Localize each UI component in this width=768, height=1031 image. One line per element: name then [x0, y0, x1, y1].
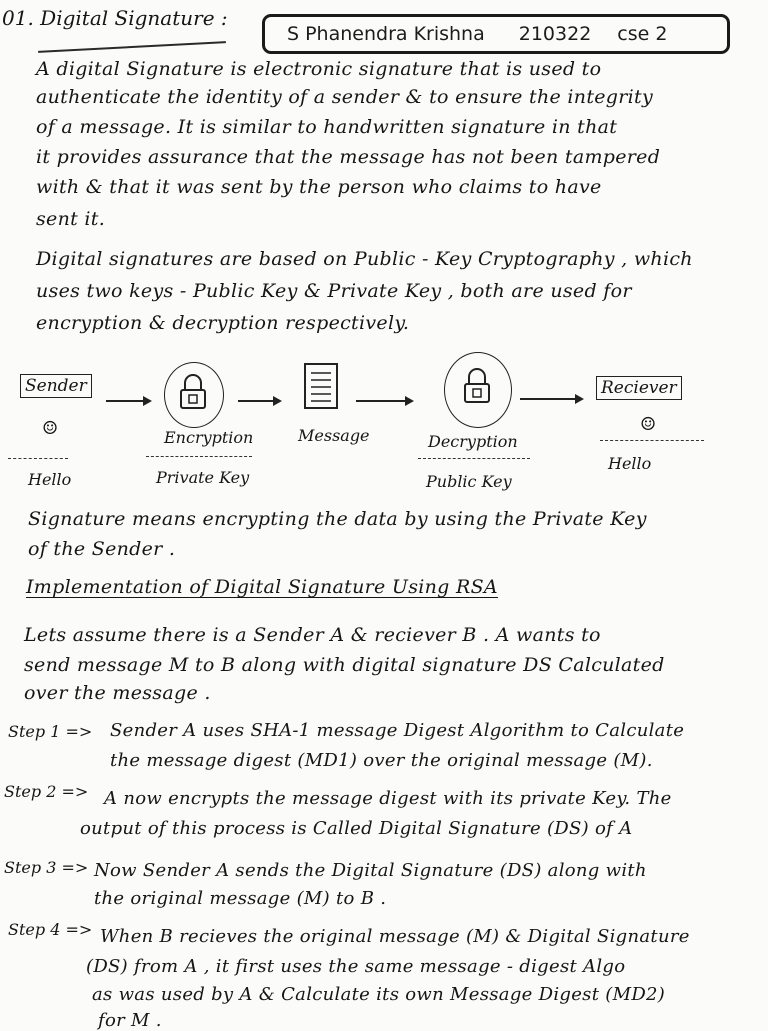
public-key-dash-line — [418, 458, 530, 459]
decryption-label: Decryption — [428, 432, 518, 451]
section-heading: Implementation of Digital Signature Using RSA — [26, 576, 498, 598]
intro-line: it provides assurance that the message has not been tampered — [36, 146, 661, 168]
intro-line: sent it. — [36, 208, 106, 230]
impl-line: send message M to B along with digital signature DS Calculated — [24, 654, 665, 676]
student-name: S Phanendra Krishna — [287, 23, 485, 45]
step-line: the message digest (MD1) over the original message (M). — [110, 750, 653, 771]
pkc-line: Digital signatures are based on Public - Key Cryptography , which — [36, 248, 693, 270]
hello-receiver-text: Hello — [608, 454, 652, 473]
sender-box: Sender — [20, 374, 92, 398]
impl-line: Lets assume there is a Sender A & reciever B . A wants to — [24, 624, 601, 646]
intro-line: of a message. It is similar to handwritten signature in that — [36, 116, 618, 138]
step-line: as was used by A & Calculate its own Message Digest (MD2) — [92, 984, 666, 1005]
intro-line: with & that it was sent by the person who claims to have — [36, 176, 602, 198]
step-line: Now Sender A sends the Digital Signature (DS) along with — [94, 860, 647, 881]
arrow-right-icon — [356, 400, 412, 402]
step-label: Step 2 => — [4, 782, 89, 801]
hello-sender-text: Hello — [28, 470, 72, 489]
pkc-line: encryption & decryption respectively. — [36, 312, 410, 334]
arrow-right-icon — [238, 400, 280, 402]
signature-line: Signature means encrypting the data by using the Private Key — [28, 508, 647, 530]
step-label: Step 3 => — [4, 858, 89, 877]
intro-line: A digital Signature is electronic signature that is used to — [36, 58, 602, 80]
student-id: 210322 — [518, 23, 592, 45]
encryption-label: Encryption — [164, 428, 254, 447]
receiver-box: Reciever — [596, 376, 682, 400]
step-line: for M . — [98, 1010, 162, 1031]
step-line: the original message (M) to B . — [94, 888, 387, 909]
message-label: Message — [298, 426, 370, 445]
private-key-label: Private Key — [156, 468, 250, 487]
step-line: When B recieves the original message (M) & Digital Signature — [100, 926, 690, 947]
sender-person-icon: ☺ — [42, 418, 59, 439]
step-label: Step 4 => — [8, 920, 93, 939]
lock-icon — [460, 366, 494, 406]
page-heading — [2, 6, 228, 30]
question-number: 01. — [2, 6, 34, 30]
public-key-label: Public Key — [426, 472, 512, 491]
step-label: Step 1 => — [8, 722, 93, 741]
student-section: cse 2 — [617, 23, 668, 45]
private-key-dash-line — [146, 456, 252, 457]
message-document-icon — [302, 362, 340, 410]
arrow-right-icon — [520, 398, 582, 400]
pkc-line: uses two keys - Public Key & Private Key , both are used for — [36, 280, 632, 302]
signature-line: of the Sender . — [28, 538, 176, 560]
arrow-right-icon — [106, 400, 150, 402]
step-line: A now encrypts the message digest with its private Key. The — [104, 788, 672, 809]
step-line: (DS) from A , it first uses the same message - digest Algo — [86, 956, 626, 977]
receiver-dash-line — [600, 440, 704, 441]
step-line: output of this process is Called Digital Signature (DS) of A — [80, 818, 633, 839]
impl-line: over the message . — [24, 682, 211, 704]
sender-dash-line — [8, 458, 68, 459]
lock-icon — [176, 372, 210, 412]
student-info-box — [262, 14, 730, 54]
heading-title: Digital Signature : — [40, 6, 228, 30]
intro-line: authenticate the identity of a sender & to ensure the integrity — [36, 86, 653, 108]
heading-underline — [38, 41, 226, 53]
receiver-person-icon: ☺ — [640, 414, 657, 435]
step-line: Sender A uses SHA-1 message Digest Algorithm to Calculate — [110, 720, 685, 741]
